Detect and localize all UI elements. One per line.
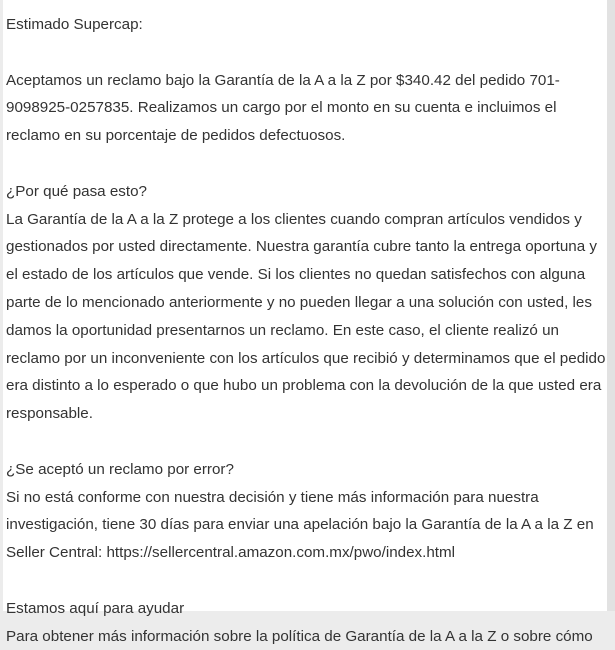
why-body: La Garantía de la A a la Z protege a los clientes cuando compran artículos vendidos y gestionados por usted directamente. Nuestra garantía cubre tanto la entrega oportuna y el estado de los artículos que vende. Si los clientes no quedan satisfechos con alguna parte de lo mencionado anteriormente y no pueden llegar a una solución con usted, les damos la oportunidad presentarnos un reclamo. En este caso, el cliente realizó un reclamo por un inconveniente con los artículos que recibió y determinamos que el pedido era distinto a lo esperado o que hubo un problema con la devolución de la que usted era responsable.	[6, 210, 606, 423]
email-body	[3, 0, 607, 645]
greeting: Estimado Supercap:	[6, 16, 143, 33]
paragraph-gap	[6, 150, 606, 178]
paragraph-gap	[6, 567, 606, 595]
email-content	[6, 11, 606, 650]
help-body: Para obtener más información sobre la política de Garantía de la A a la Z o sobre cómo	[6, 627, 593, 645]
why-heading: ¿Por qué pasa esto?	[6, 182, 147, 200]
paragraph-gap	[6, 428, 606, 456]
scrollbar-track[interactable]	[607, 0, 615, 611]
claim-intro: Aceptamos un reclamo bajo la Garantía de la A a la Z por $340.42 del pedido 701-9098925-0257835. Realizamos un cargo por el monto en su cuenta e incluimos el reclamo en su porcentaje de pedidos defectuosos.	[6, 71, 560, 145]
help-heading: Estamos aquí para ayudar	[6, 599, 185, 617]
paragraph-gap	[6, 39, 606, 67]
error-body: Si no está conforme con nuestra decisión y tiene más información para nuestra investigación, tiene 30 días para enviar una apelación bajo la Garantía de la A a la Z en Seller Central: https://sellercentral.amazon.com.mx/pwo/index.html	[6, 488, 594, 562]
error-heading: ¿Se aceptó un reclamo por error?	[6, 460, 234, 478]
